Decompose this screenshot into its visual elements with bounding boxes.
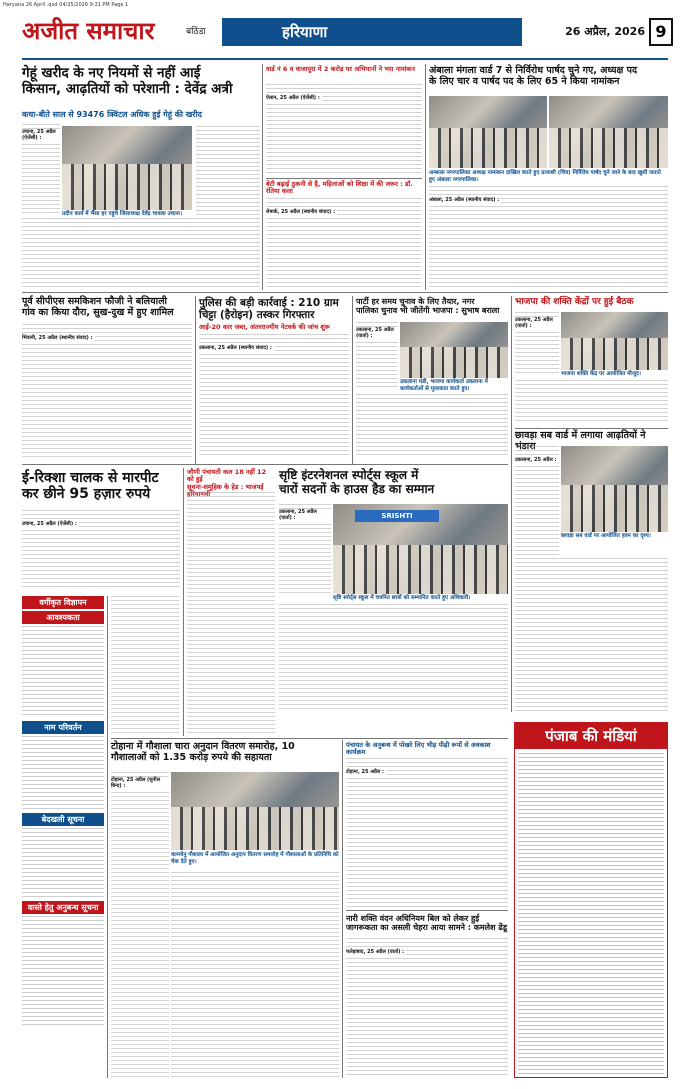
bjp-caption: भाजपा शक्ति केंद्र पर आयोजित मौजूद। [561,371,641,377]
bhandara-photo [561,446,668,532]
masthead-rule [22,58,668,60]
wheat-headline: गेहूं खरीद के नए नियमों से नहीं आई किसान, आढ़तियों को परेशानी : देवेंद्र अत्री [22,65,233,97]
cpi-dateline: भिवानी, 25 अप्रैल (स्थानीय संवाद) : [22,335,93,341]
bjp-headline: भाजपा की शक्ति केंद्रों पर हुई बैठक [515,297,634,307]
column-rule [342,740,343,1078]
party-caption: उकलाना मंडी, भाजपा कार्यकर्ता उकलाना में कार्यकर्ताओं से मुलाकात करते हुए। [400,379,488,392]
story-rule [266,178,422,179]
girls-headline: बेटी बढ़ाई ठुकनी से है, महिलाओं को शिक्षा में की जरूर : डॉ. रंतिया कला [266,180,413,196]
classified-block [22,916,104,1026]
classifieds-header: वर्गीकृत विज्ञापन [22,596,104,609]
bhandara-dateline: उकलाना, 25 अप्रैल : [515,457,557,463]
srishti-dateline: उकलाना, 25 अप्रैल (वार्ता) : [279,509,331,521]
srishti-headline: सृष्टि इंटरनेशनल स्पोर्ट्स स्कूल में चारों सदनों के हाउस हैड का सम्मान [279,468,435,496]
bjp-body [515,380,668,424]
party-headline: पार्टी हर समय चुनाव के लिए तैयार, नगर पालिका चुनाव भी जीतेंगी भाजपा : सुभाष बराला [356,297,500,316]
classified-label-wanted: आवश्यकता [22,611,104,624]
section-rule [111,738,508,739]
wheat-subhead: कचा-बीते साल से 93476 क्विंटल अधिक हुई गेहूं की खरीद [22,110,202,119]
bhandara-caption: छावड़ा सब वार्ड पर आयोजित हवन का दृश्य। [561,533,651,539]
srishti-body [279,604,508,710]
srishti-body-col1 [279,504,331,596]
police-subhead: आई-20 कार जब्त, अंतरराज्यीय नेटवर्क की जांच शुरू [199,323,330,331]
ambala-caption: अम्बाला नगरपालिका अध्यक्ष नामांकन दाखिल करते हुए प्रत्याशी (चित्र) निर्विरोध पार्षद चुने जाने के बाद खुशी जताते हुए अंबाला नगरपालिका। [429,170,661,183]
story-rule [515,428,668,429]
girls-dateline: रोमार्क, 25 अप्रैल (स्थानीय संवाद) : [266,209,336,215]
srishti-side-body [187,492,275,734]
party-body-col1 [356,322,398,390]
panchayat-body [346,758,508,908]
column-rule [262,64,263,290]
column-rule [511,296,512,712]
school-banner: SRISHTI [355,510,439,522]
women-dateline: फतेहाबाद, 25 अप्रैल (वार्ता) : [346,949,405,955]
srishti-side-headline: जौणी पंचायती कल 18 नहीं 12 को हुई सूचना-समूहिक के हेड : भाजपई हरियाणवी [187,468,267,499]
tohana-headline: टोहाना में गौशाला चारा अनुदान वितरण समारोह, 10 गौशालाओं को 1.35 करोड़ रुपये की सहायता [111,741,295,763]
bhandara-body [515,558,668,712]
print-slug: Haryana 26 April .qxd 04/25/2026 9:31 PM Page 1 [3,2,129,8]
edition-name: बठिंडा [186,27,206,37]
classified-block [22,736,104,810]
column-rule [183,468,184,736]
classified-label-agreement: वास्ते हेतु अनुबन्ध सूचना [22,901,104,914]
wheat-caption: प्रदीप कार्य में भैंसा हर पहुंचे जिलाध्यक्ष देवेंद्र चावला उचाना। [62,211,183,217]
bjp-dateline: उकलाना, 25 अप्रैल (वार्ता) : [515,317,559,329]
cpi-headline: पूर्व सीपीएस समकिशन फौजी ने बलियाली गांव का किया दौरा, सुख-दुख में हुए शामिल [22,296,174,318]
ambala-photo-1 [429,96,547,168]
tohana-dateline: टोहाना, 25 अप्रैल (सुनील बिन्द) : [111,777,169,789]
wheat-photo [62,126,192,210]
women-headline: नारी शक्ति वंदन अधिनियम बिल को लेकर हुई जागरूकता का असली चेहरा आया सामने : कमलेश ढेंडू [346,914,508,933]
srishti-caption: सृष्टि स्पोर्ट्स स्कूल में चयनित छात्रों को सम्मानित करते हुए अधिकारी। [333,595,471,601]
police-body [199,334,349,458]
party-dateline: उकलाना, 25 अप्रैल (वार्ता) : [356,327,398,339]
panchayat-headline: पंचायत के अनुबन्ध में पोखरे लिए भीड़ पीढ़ी रूपों से अवकाश कार्यक्रम [346,741,491,757]
classified-label-name-change: नाम परिवर्तन [22,721,104,734]
tohana-photo [171,772,339,850]
police-dateline: उकलाना, 25 अप्रैल (स्थानीय संवाद) : [199,345,272,351]
story-rule [346,910,508,911]
wheat-body-col2 [196,126,260,216]
ambala-photo-2 [549,96,668,168]
cpi-body [22,324,192,458]
classified-block [22,828,104,898]
classified-label-eviction: बेदखली सूचना [22,813,104,826]
column-rule [107,596,108,1078]
wheat-body-bottom [22,218,260,288]
issue-date: 26 अप्रैल, 2026 [565,25,645,38]
section-rule [22,292,668,293]
mandi-rates-box [514,722,668,1078]
ambala-dateline: अंबाला, 25 अप्रैल (स्थानीय संवाद) : [429,197,500,203]
ambala-headline: अंबाला मंगला वार्ड 7 से निर्विरोध पार्षद चुने गए, अध्यक्ष पद के लिए चार व पार्षद पद के लिए 65 ने किया नामांकन [429,65,638,87]
section-title: हरियाणा [222,18,522,46]
police-headline: पुलिस की बड़ी कार्रवाई : 210 ग्राम चिट्टा (हैरोइन) तस्कर गिरफ्तार [199,297,339,322]
ward6-headline: वार्ड नं 6 व वाजापुरा में 2 करोड़ पर अभियानों ने भरा नामांकन [266,65,416,73]
mandi-title: पंजाब की मंडियां [515,723,667,749]
srishti-photo [333,504,508,594]
tohana-body [171,872,339,1078]
wheat-dateline: उचाना, 25 अप्रैल (ऐजेंसी) : [22,129,60,141]
bjp-photo [561,312,668,370]
bhandara-body-col [515,446,559,556]
ward6-body [266,84,422,176]
tohana-caption: कामधेनु गौशाला में आयोजित अनुदान वितरण समारोह में गौशालाओं के प्रतिनिधि को चेक देते हुए। [171,852,339,865]
bhandara-headline: छावड़ा सब वार्ड में लगाया आढ़तियों ने भंडारा [515,430,646,452]
erickshaw-headline: ई-रिक्शा चालक से मारपीट कर छीने 95 हज़ार रुपये [22,470,159,503]
women-body [346,938,508,1078]
section-rule [22,464,508,465]
masthead [22,14,668,56]
classified-block [22,626,104,718]
girls-body [266,198,422,288]
tohana-body-col1 [111,772,169,1078]
ambala-body [429,186,668,288]
column-rule [425,64,426,290]
ward6-dateline: ऐलान, 25 अप्रैल (ऐजेंसी) : [266,95,320,101]
page-number: 9 [649,18,673,46]
erickshaw-body [22,510,180,590]
erickshaw-dateline: उचाना, 25 अप्रैल (ऐजेंसी) : [22,521,77,527]
wheat-body-col1 [22,124,60,216]
mandi-rates-list [518,753,664,1074]
party-photo [400,322,508,378]
column-rule [352,296,353,464]
panchayat-dateline: टोहाना, 25 अप्रैल : [346,769,384,775]
bjp-body-col [515,312,559,376]
classifieds-column [22,596,104,1078]
party-body [356,394,508,458]
column-rule [195,296,196,464]
newspaper-logo: अजीत समाचार [22,14,184,48]
erickshaw-body-cont [111,596,179,736]
